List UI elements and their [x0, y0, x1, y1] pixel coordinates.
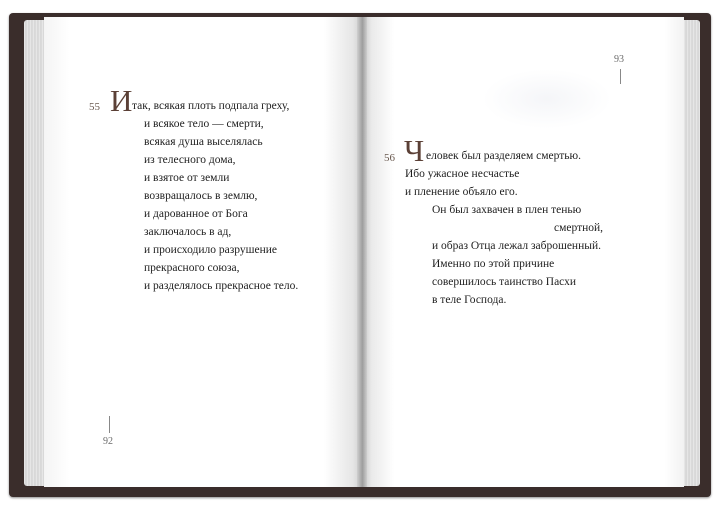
text-line: и разделялось прекрасное тело.: [144, 280, 299, 292]
text-line: и дарованное от Бога: [144, 208, 248, 220]
text-line: и взятое от земли: [144, 172, 230, 184]
page-number: 93: [614, 54, 624, 65]
text-line: Ибо ужасное несчастье: [405, 168, 520, 180]
verse-number: 56: [384, 152, 395, 164]
folio-rule: [109, 416, 110, 433]
left-page[interactable]: [44, 17, 362, 487]
text-line: Именно по этой причине: [432, 258, 555, 270]
show-through-shadow: [482, 69, 612, 129]
text-line: возвращалось в землю,: [144, 190, 258, 202]
text-line: и происходило разрушение: [144, 244, 278, 256]
text-line: совершилось таинство Пасхи: [432, 276, 577, 288]
folio-rule: [620, 69, 621, 84]
text-line: всякая душа выселялась: [144, 136, 263, 148]
text-line: в теле Господа.: [432, 294, 507, 306]
text-line: еловек был разделяем смертью.: [426, 150, 581, 162]
text-line: прекрасного союза,: [144, 262, 240, 274]
drop-cap: Ч: [404, 133, 425, 168]
text-line: из телесного дома,: [144, 154, 236, 166]
text-line: смертной,: [554, 222, 604, 234]
verse-number: 55: [89, 101, 100, 113]
right-page[interactable]: [362, 17, 684, 487]
text-line: и образ Отца лежал заброшенный.: [432, 240, 601, 252]
drop-cap: И: [110, 83, 133, 118]
book-gutter: [357, 17, 367, 487]
text-line: и всякое тело — смерти,: [144, 118, 264, 130]
page-number: 92: [103, 436, 113, 447]
text-line: заключалось в ад,: [144, 226, 232, 238]
text-line: Он был захвачен в плен тенью: [432, 204, 582, 216]
text-line: и пленение объяло его.: [405, 186, 518, 198]
text-line: так, всякая плоть подпала греху,: [132, 100, 290, 112]
